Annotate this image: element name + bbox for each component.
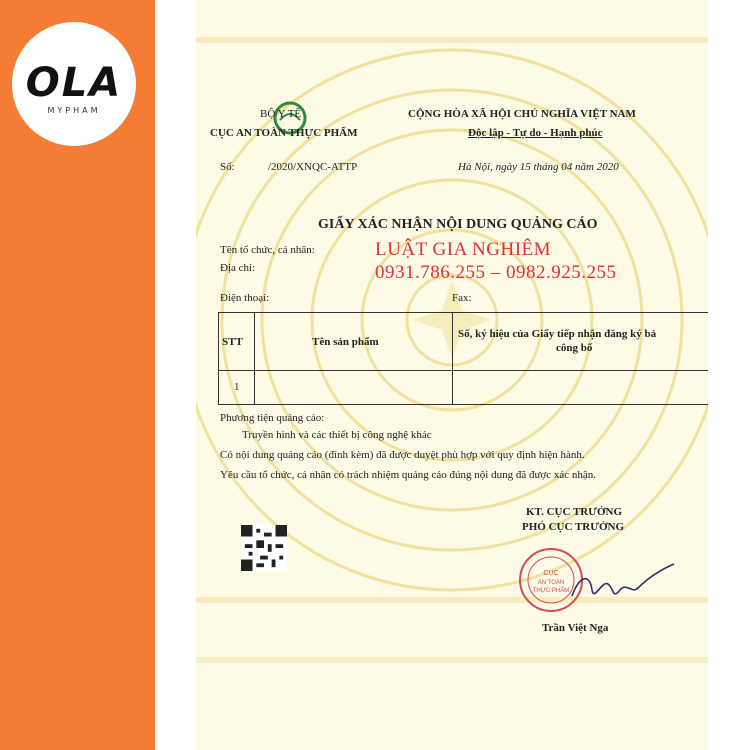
phone-label: Điện thoại: (220, 292, 270, 304)
certificate-document (196, 0, 708, 750)
brand-logo (12, 22, 136, 146)
address-value: 0931.786.255 – 0982.925.255 (375, 262, 617, 283)
table-row-stt: 1 (234, 381, 240, 393)
org-name-value: LUẬT GIA NGHIÊM (375, 239, 552, 260)
address-label: Địa chỉ: (220, 262, 256, 274)
qr-code-icon (240, 525, 288, 571)
table-header-product: Tên sản phẩm (312, 336, 379, 348)
signature-title-1: KT. CỤC TRƯỞNG (526, 506, 623, 518)
national-motto: Độc lập - Tự do - Hạnh phúc (468, 127, 603, 139)
agency-name: CỤC AN TOÀN THỰC PHẨM (210, 127, 358, 139)
svg-text:AN TOÀN: AN TOÀN (537, 580, 565, 586)
approval-statement: Có nội dung quảng cáo (đính kèm) đã được duyệt phù hợp với quy định hiện hành. (220, 449, 585, 461)
signer-name: Trần Việt Nga (542, 622, 609, 634)
table-header-registration: Số, ký hiệu của Giấy tiếp nhận đăng ký bả (458, 328, 657, 340)
document-title: GIẤY XÁC NHẬN NỘI DUNG QUẢNG CÁO (318, 217, 598, 232)
table-header-registration-cont: công bố (556, 342, 593, 354)
document-number-value: /2020/XNQC-ATTP (268, 161, 358, 173)
brand-logo-subtext: MYPHAM (47, 106, 101, 115)
orange-side-band (0, 0, 155, 750)
handwritten-signature (568, 560, 678, 610)
requirement-statement: Yêu cầu tổ chức, cá nhân có trách nhiệm quảng cáo đúng nội dung đã được xác nhận. (220, 469, 597, 481)
svg-text:CỤC: CỤC (543, 570, 559, 577)
media-label: Phương tiện quảng cáo: (220, 412, 325, 424)
brand-logo-text: OLA (25, 60, 123, 106)
media-value: Truyền hình và các thiết bị công nghệ khác (242, 429, 432, 441)
ministry-name: BỘ Y TẾ (260, 108, 302, 120)
svg-text:THỰC PHẨM: THỰC PHẨM (532, 588, 570, 594)
issue-date: Hà Nội, ngày 15 tháng 04 năm 2020 (458, 161, 619, 173)
document-number-label: Số: (220, 161, 235, 173)
republic-name: CỘNG HÒA XÃ HỘI CHỦ NGHĨA VIỆT NAM (408, 108, 636, 120)
org-name-label: Tên tổ chức, cá nhân: (220, 244, 315, 256)
signature-title-2: PHÓ CỤC TRƯỞNG (522, 521, 625, 533)
fax-label: Fax: (452, 292, 472, 304)
table-header-stt: STT (222, 336, 243, 348)
